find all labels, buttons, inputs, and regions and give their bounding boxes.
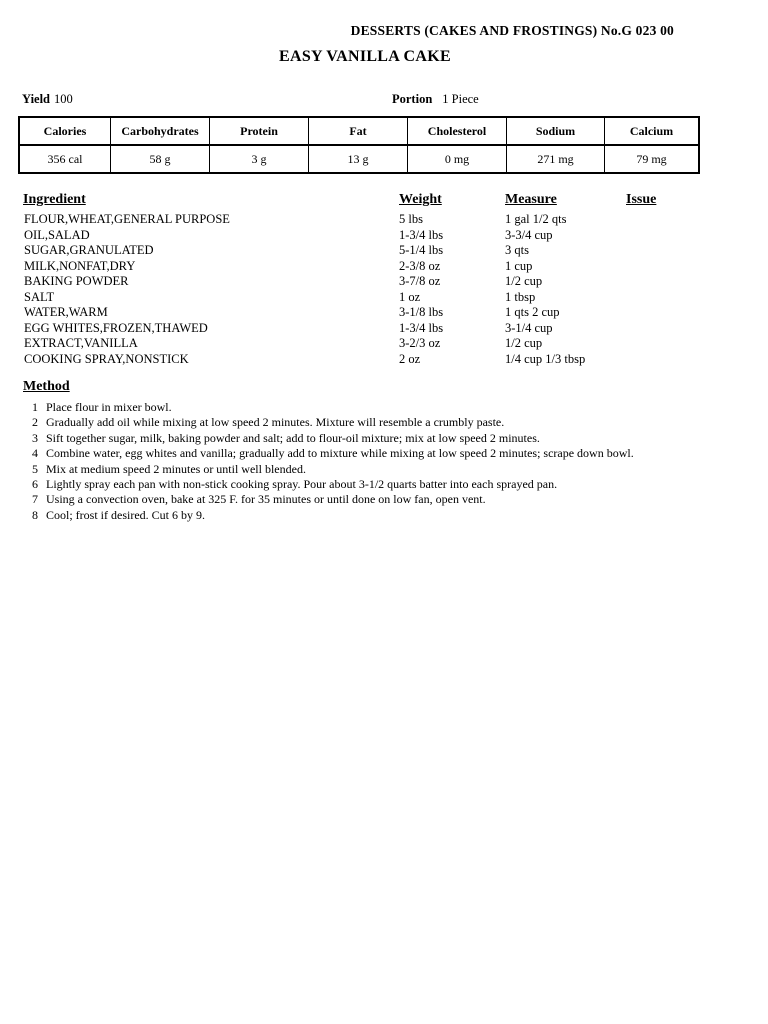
nutrition-header-cholesterol: Cholesterol bbox=[408, 117, 507, 145]
ingredient-weight: 5-1/4 lbs bbox=[399, 243, 444, 257]
measure-column-header: Measure bbox=[505, 192, 557, 207]
step-number: 2 bbox=[32, 415, 38, 430]
ingredient-measure: 1 qts 2 cup bbox=[505, 305, 560, 319]
ingredient-row bbox=[24, 290, 724, 306]
step-text: Lightly spray each pan with non-stick cooking spray. Pour about 3-1/2 quarts batter into each sprayed pan. bbox=[46, 476, 558, 491]
step-text: Cool; frost if desired. Cut 6 by 9. bbox=[46, 507, 205, 522]
method-step bbox=[24, 462, 724, 477]
ingredient-weight: 3-2/3 oz bbox=[399, 336, 441, 350]
recipe-title: EASY VANILLA CAKE bbox=[279, 48, 451, 65]
nutrition-header-row bbox=[19, 117, 699, 145]
ingredient-row bbox=[24, 321, 724, 337]
ingredient-weight: 2 oz bbox=[399, 351, 421, 366]
portion-label: Portion bbox=[392, 92, 433, 106]
nutrition-header-sodium: Sodium bbox=[507, 117, 605, 145]
nutrition-value-carbohydrates: 58 g bbox=[111, 145, 210, 173]
ingredient-name: FLOUR,WHEAT,GENERAL PURPOSE bbox=[24, 212, 230, 226]
step-number: 5 bbox=[32, 461, 38, 476]
ingredient-measure: 3-3/4 cup bbox=[505, 227, 553, 242]
ingredient-measure: 3-1/4 cup bbox=[505, 320, 553, 335]
method-step bbox=[24, 446, 724, 461]
ingredient-weight: 1-3/4 lbs bbox=[399, 320, 444, 335]
yield-value: 100 bbox=[54, 92, 73, 106]
ingredient-measure: 1/2 cup bbox=[505, 336, 543, 350]
step-text: Gradually add oil while mixing at low speed 2 minutes. Mixture will resemble a crumbly paste. bbox=[46, 415, 505, 430]
ingredient-row bbox=[24, 274, 724, 290]
ingredient-name: EGG WHITES,FROZEN,THAWED bbox=[24, 320, 208, 335]
nutrition-header-protein: Protein bbox=[210, 117, 309, 145]
ingredient-row bbox=[24, 305, 724, 321]
nutrition-value-row bbox=[19, 145, 699, 173]
ingredient-name: SALT bbox=[24, 289, 55, 304]
method-step bbox=[24, 415, 724, 430]
step-number: 6 bbox=[32, 476, 38, 491]
method-steps bbox=[24, 400, 724, 523]
nutrition-value-calcium: 79 mg bbox=[605, 145, 700, 173]
nutrition-header-calcium: Calcium bbox=[605, 117, 700, 145]
step-text: Combine water, egg whites and vanilla; gradually add to mixture while mixing at low speed 2 minutes; scrape down bowl. bbox=[46, 446, 634, 461]
ingredient-row bbox=[24, 228, 724, 244]
method-step bbox=[24, 477, 724, 492]
ingredient-row bbox=[24, 212, 724, 228]
ingredient-measure: 1 cup bbox=[505, 258, 533, 273]
ingredient-weight: 1-3/4 lbs bbox=[399, 227, 444, 242]
ingredient-measure: 1 tbsp bbox=[505, 289, 536, 304]
nutrition-value-protein: 3 g bbox=[210, 145, 309, 173]
step-number: 3 bbox=[32, 430, 38, 445]
ingredient-name: SUGAR,GRANULATED bbox=[24, 243, 154, 257]
ingredient-weight: 5 lbs bbox=[399, 212, 423, 226]
ingredient-name: MILK,NONFAT,DRY bbox=[24, 258, 136, 273]
ingredient-name: OIL,SALAD bbox=[24, 227, 90, 242]
yield-label: Yield bbox=[22, 92, 51, 106]
portion-info bbox=[392, 92, 479, 107]
step-text: Mix at medium speed 2 minutes or until well blended. bbox=[46, 461, 306, 476]
ingredient-row bbox=[24, 259, 724, 275]
method-heading: Method bbox=[23, 379, 70, 394]
nutrition-value-calories: 356 cal bbox=[19, 145, 111, 173]
portion-value: 1 Piece bbox=[442, 92, 479, 106]
ingredient-weight: 1 oz bbox=[399, 289, 421, 304]
nutrition-header-calories: Calories bbox=[19, 117, 111, 145]
weight-column-header: Weight bbox=[399, 192, 442, 207]
method-step bbox=[24, 431, 724, 446]
step-text: Place flour in mixer bowl. bbox=[46, 400, 172, 414]
ingredient-list bbox=[24, 212, 724, 367]
ingredient-row bbox=[24, 352, 724, 368]
ingredient-name: COOKING SPRAY,NONSTICK bbox=[24, 351, 189, 366]
nutrition-value-cholesterol: 0 mg bbox=[408, 145, 507, 173]
ingredient-weight: 3-1/8 lbs bbox=[399, 305, 444, 319]
ingredient-row bbox=[24, 336, 724, 352]
ingredient-measure: 1/4 cup 1/3 tbsp bbox=[505, 351, 586, 366]
ingredient-weight: 3-7/8 oz bbox=[399, 274, 441, 288]
nutrition-table bbox=[18, 116, 700, 174]
yield-info bbox=[22, 92, 73, 107]
step-text: Sift together sugar, milk, baking powder and salt; add to flour-oil mixture; mix at low speed 2 minutes. bbox=[46, 430, 540, 445]
step-number: 1 bbox=[32, 400, 38, 414]
nutrition-header-fat: Fat bbox=[309, 117, 408, 145]
method-step bbox=[24, 492, 724, 507]
ingredient-row bbox=[24, 243, 724, 259]
step-number: 4 bbox=[32, 446, 38, 461]
ingredient-name: EXTRACT,VANILLA bbox=[24, 336, 138, 350]
issue-column-header: Issue bbox=[626, 192, 657, 207]
recipe-category: DESSERTS (CAKES AND FROSTINGS) No.G 023 00 bbox=[350, 23, 674, 38]
ingredient-measure: 3 qts bbox=[505, 243, 529, 257]
ingredient-name: WATER,WARM bbox=[24, 305, 108, 319]
nutrition-header-carbohydrates: Carbohydrates bbox=[111, 117, 210, 145]
ingredient-weight: 2-3/8 oz bbox=[399, 258, 441, 273]
ingredient-measure: 1 gal 1/2 qts bbox=[505, 212, 567, 226]
ingredient-name: BAKING POWDER bbox=[24, 274, 129, 288]
nutrition-value-sodium: 271 mg bbox=[507, 145, 605, 173]
nutrition-value-fat: 13 g bbox=[309, 145, 408, 173]
method-step bbox=[24, 508, 724, 523]
step-text: Using a convection oven, bake at 325 F. for 35 minutes or until done on low fan, open vent. bbox=[46, 492, 486, 507]
ingredient-column-header: Ingredient bbox=[23, 192, 86, 207]
method-step bbox=[24, 400, 724, 415]
step-number: 7 bbox=[32, 492, 38, 507]
step-number: 8 bbox=[32, 507, 38, 522]
ingredient-measure: 1/2 cup bbox=[505, 274, 543, 288]
